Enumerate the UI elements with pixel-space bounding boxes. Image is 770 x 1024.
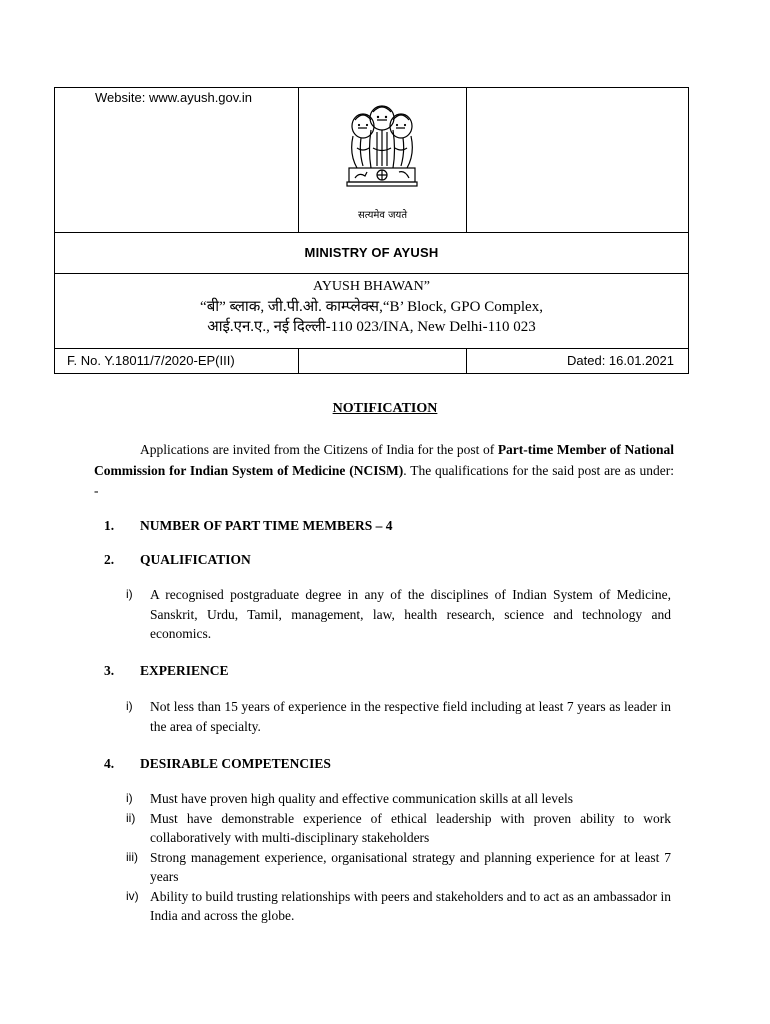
empty-cell	[299, 349, 467, 373]
letterhead-top-row	[55, 88, 688, 233]
notification-title: NOTIFICATION	[332, 401, 438, 416]
empty-cell	[467, 88, 688, 232]
section-title: EXPERIENCE	[140, 663, 229, 678]
item-marker: ii)	[126, 810, 136, 825]
section-number: 3.	[104, 663, 115, 678]
address-line-3: आई.एन.ए., नई दिल्ली-110 023/INA, New Delhi-110 023	[207, 319, 536, 335]
item-text: Strong management experience, organisational strategy and planning experience for at least 7 years	[150, 849, 671, 884]
list-item	[126, 789, 671, 809]
emblem-motto: सत्यमेव जयते	[357, 210, 408, 221]
address-block	[55, 274, 688, 349]
section-title: NUMBER OF PART TIME MEMBERS – 4	[140, 518, 393, 533]
list-item	[126, 809, 671, 848]
section-heading	[104, 663, 229, 679]
website-text: Website: www.ayush.gov.in	[95, 90, 253, 105]
item-marker: i)	[126, 791, 133, 805]
file-number: F. No. Y.18011/7/2020-EP(III)	[55, 349, 299, 373]
address-line-1: AYUSH BHAWAN”	[313, 279, 430, 294]
experience-list	[126, 697, 671, 736]
item-marker: iii)	[126, 849, 138, 864]
intro-paragraph	[94, 440, 674, 502]
item-marker: iv)	[126, 888, 139, 903]
section-heading	[104, 518, 393, 534]
item-text: Must have demonstrable experience of ethical leadership with proven ability to work collaboratively with multi-disciplinary stakeholders	[150, 810, 671, 845]
list-item	[126, 697, 671, 736]
competencies-list	[126, 789, 671, 926]
letterhead-table	[54, 87, 689, 374]
section-heading	[104, 756, 331, 772]
section-number: 1.	[104, 518, 115, 533]
national-emblem-icon	[333, 98, 431, 213]
intro-post-name: Part-time Member of National Commission for Indian System of Medicine (NCISM)	[94, 442, 674, 478]
intro-text-2: . The qualifications for the said post are as under: -	[94, 462, 675, 498]
item-text: Ability to build trusting relationships with peers and stakeholders and to act as an ambassador in India and across the globe.	[150, 888, 671, 923]
section-title: QUALIFICATION	[140, 552, 251, 567]
emblem-cell	[299, 88, 467, 232]
date-text: Dated: 16.01.2021	[567, 353, 674, 368]
list-item	[126, 887, 671, 926]
website-cell	[55, 88, 299, 232]
list-item	[126, 585, 671, 644]
section-title: DESIRABLE COMPETENCIES	[140, 756, 331, 771]
item-text: Not less than 15 years of experience in the respective field including at least 7 years as leader in the area of specialty.	[150, 699, 671, 734]
item-marker: i)	[126, 699, 133, 713]
address-line-2: “बी” ब्लाक, जी.पी.ओ. काम्प्लेक्स,“B’ Block, GPO Complex,	[200, 299, 543, 315]
file-date-row	[55, 349, 688, 373]
ministry-heading: MINISTRY OF AYUSH	[55, 233, 688, 274]
qualification-list	[126, 585, 671, 644]
section-number: 4.	[104, 756, 115, 771]
item-text: A recognised postgraduate degree in any of the disciplines of Indian System of Medicine, Sanskrit, Urdu, Tamil, management, law, health research, science and technology and economics.	[150, 587, 671, 641]
section-number: 2.	[104, 552, 115, 567]
list-item	[126, 848, 671, 887]
item-text: Must have proven high quality and effective communication skills at all levels	[150, 791, 574, 806]
item-marker: i)	[126, 587, 133, 601]
section-heading	[104, 552, 251, 568]
intro-text-1: Applications are invited from the Citizens of India for the post of	[140, 442, 498, 457]
